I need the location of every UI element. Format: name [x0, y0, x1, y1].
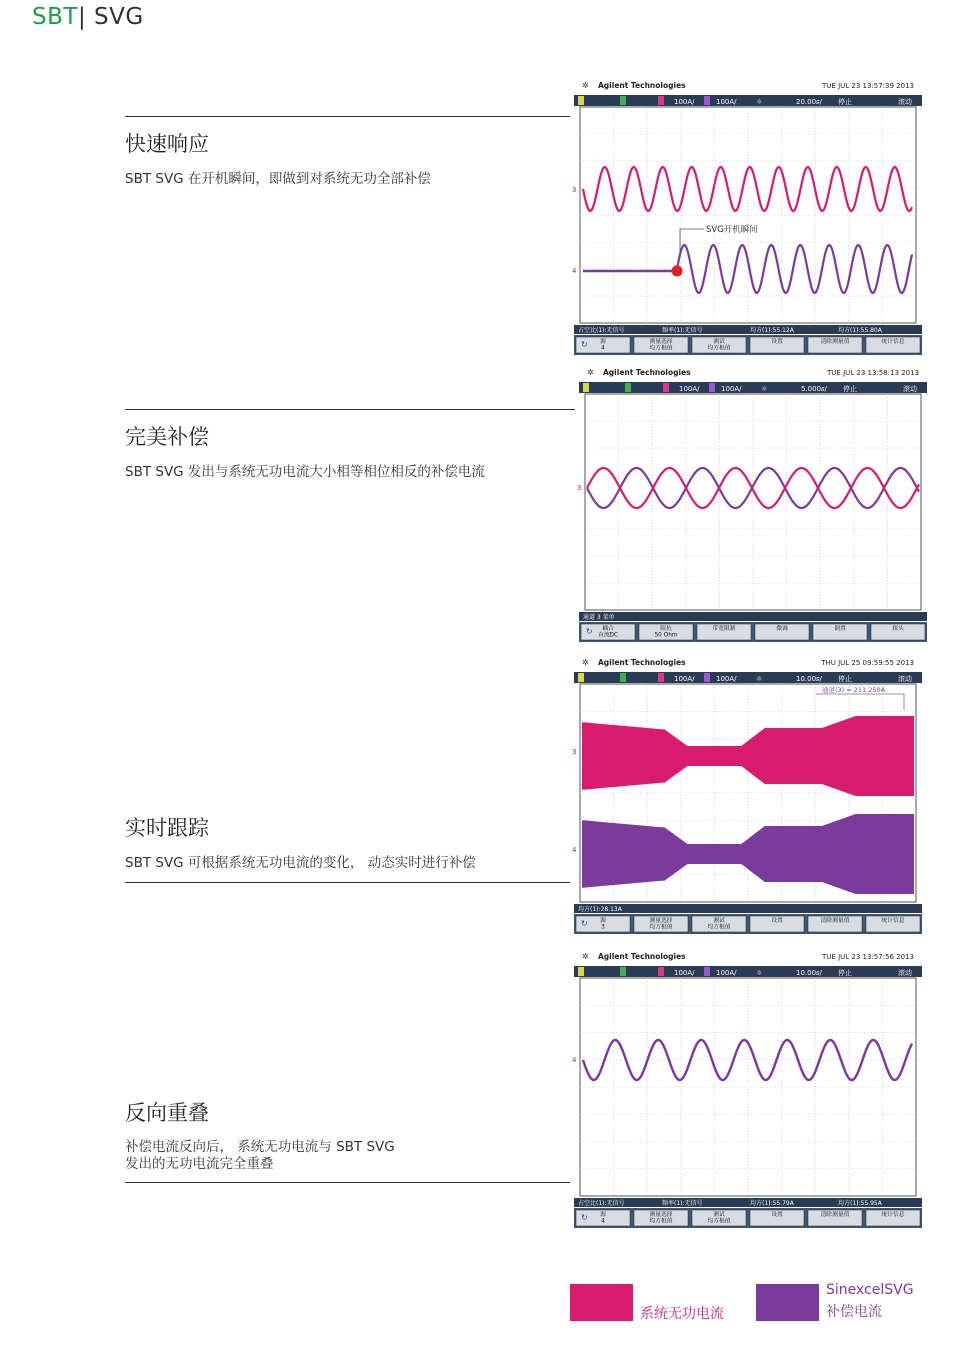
oscilloscope-screenshot-4 — [570, 946, 926, 1230]
channel-marker-1 — [583, 383, 589, 392]
softkey-label: 耦合 — [602, 626, 614, 632]
channel-marker-1 — [578, 967, 584, 976]
section-title: 完美补偿 — [125, 425, 209, 449]
softkey-label: 50 Ohm — [654, 632, 678, 639]
sun-icon: ☼ — [756, 675, 763, 683]
section-title: 实时跟踪 — [125, 816, 209, 840]
rotate-icon: ↻ — [581, 340, 588, 349]
channel-marker-4 — [709, 383, 715, 392]
softkey-label: 清除测量值 — [820, 339, 850, 345]
softkey-label: 设置 — [771, 1212, 783, 1218]
ch-scale-3: 100A/ — [674, 969, 695, 977]
section-fast-response — [125, 128, 585, 188]
softkey-label: 清除测量值 — [820, 918, 850, 924]
channel-marker-3 — [658, 96, 664, 105]
ch-scale-3: 100A/ — [674, 98, 695, 106]
softkey-label: 微调 — [776, 626, 788, 632]
brand-text: SBT — [32, 4, 78, 30]
timebase: 20.00𝑠/ — [796, 98, 822, 106]
scope-brand: Agilent Technologies — [598, 952, 686, 961]
softkey-label: 探头 — [892, 626, 904, 632]
channel-marker-4 — [704, 96, 710, 105]
sun-icon: ☼ — [756, 969, 763, 977]
channel-marker-2 — [620, 96, 626, 105]
section-desc — [125, 1139, 585, 1173]
softkey-label: 倒置 — [834, 626, 846, 632]
softkey-label: 统计信息 — [881, 339, 905, 345]
scope-date: TUE JUL 23 13:57:39 2013 — [822, 82, 914, 90]
measurement-readout: 频率(1):无信号 — [662, 327, 703, 334]
channel-marker-4 — [704, 673, 710, 682]
run-state: 停止 — [843, 385, 857, 393]
acq-mode: 滚动 — [898, 675, 912, 683]
channel-marker-3 — [658, 967, 664, 976]
softkey-label: 带宽限制 — [712, 626, 736, 632]
scope-brand: Agilent Technologies — [598, 658, 686, 667]
softkey-label: 3 — [601, 924, 605, 931]
ch4-marker: 4 — [572, 1056, 577, 1064]
measurement-readout: 占空比(1):无信号 — [578, 327, 625, 334]
channel-marker-2 — [620, 967, 626, 976]
legend-label-pink: 系统无功电流 — [640, 1306, 724, 1322]
rotate-icon: ↻ — [586, 627, 593, 636]
scope-date: TUE JUL 23 13:58:13 2013 — [827, 369, 919, 377]
softkey-label: 测量选择 — [649, 918, 673, 924]
ch-scale-4: 100A/ — [716, 675, 737, 683]
sun-icon: ☼ — [756, 98, 763, 106]
softkey-label: 源 — [600, 339, 606, 345]
product-text: SVG — [94, 4, 144, 30]
timebase: 10.00𝑠/ — [796, 969, 822, 977]
rotate-icon: ↻ — [581, 919, 588, 928]
section-reverse-overlap — [125, 1097, 585, 1173]
measurement-readout: 均方(1):55.79A — [750, 1200, 794, 1207]
section-desc: SBT SVG 在开机瞬间，即做到对系统无功全部补偿 — [125, 171, 431, 187]
measurement-readout: 占空比(1):无信号 — [578, 1200, 625, 1207]
softkey-label: 测试 — [713, 339, 725, 345]
legend-label-purple-line1: SinexcelSVG — [826, 1282, 914, 1298]
measurement-bar — [574, 904, 922, 913]
ch3-marker: 3 — [572, 748, 577, 756]
desc-line-1: 补偿电流反向后， 系统无功电流与 SBT SVG — [125, 1139, 395, 1155]
legend-swatch-purple — [756, 1284, 819, 1321]
acq-mode: 滚动 — [903, 385, 917, 393]
ch-scale-4: 100A/ — [716, 98, 737, 106]
rotate-icon: ↻ — [581, 1213, 588, 1222]
measurement-readout: 均方(1):28.13A — [578, 906, 622, 913]
section-rule-bottom-3 — [125, 882, 586, 883]
softkey-label: 源 — [600, 1212, 606, 1218]
ch4-marker: 4 — [572, 846, 577, 854]
timebase: 10.00𝑠/ — [796, 675, 822, 683]
softkey-label: 均方根值 — [707, 1218, 731, 1225]
scope-date: THU JUL 25 09:59:55 2013 — [821, 659, 914, 667]
header-divider: | — [77, 4, 87, 30]
softkey-label: 清除测量值 — [820, 1212, 850, 1218]
softkey-label: 统计信息 — [881, 1212, 905, 1218]
timebase: 5.000𝑠/ — [801, 385, 827, 393]
channel-marker-3 — [658, 673, 664, 682]
scope-brand: Agilent Technologies — [598, 81, 686, 90]
ch-scale-4: 100A/ — [721, 385, 742, 393]
section-desc: SBT SVG 发出与系统无功电流大小相等相位相反的补偿电流 — [125, 464, 485, 480]
measurement-readout: 均方(1):55.12A — [750, 327, 794, 334]
channel-marker-2 — [620, 673, 626, 682]
menu-title: 通道 3 菜单 — [583, 614, 615, 621]
ch4-marker: 4 — [572, 267, 577, 275]
ch-scale-3: 100A/ — [674, 675, 695, 683]
desc-line-2: 发出的无功电流完全重叠 — [125, 1156, 274, 1172]
cursor-readout: 通道(3) = 211.250A — [822, 686, 886, 694]
run-state: 停止 — [838, 98, 852, 106]
legend-label-purple — [826, 1279, 914, 1323]
softkey-label: 均方根值 — [649, 345, 673, 352]
agilent-logo-icon: ✲ — [582, 952, 589, 961]
oscilloscope-screenshot-1 — [570, 75, 926, 357]
scope-date: TUE JUL 23 13:57:56 2013 — [822, 953, 914, 961]
legend-swatch-pink — [570, 1284, 633, 1321]
scope-brand: Agilent Technologies — [603, 368, 691, 377]
softkey-label: 均方根值 — [707, 345, 731, 352]
acq-mode: 滚动 — [898, 98, 912, 106]
channel-marker-4 — [704, 967, 710, 976]
softkey-label: 源 — [600, 918, 606, 924]
oscilloscope-screenshot-3 — [570, 652, 926, 936]
agilent-logo-icon: ✲ — [582, 658, 589, 667]
ch3-marker: 3 — [577, 484, 582, 492]
switch-on-point-icon — [672, 266, 683, 277]
softkey-label: 测试 — [713, 1212, 725, 1218]
section-realtime-tracking — [125, 812, 585, 872]
section-rule-top-2 — [125, 409, 586, 410]
measurement-readout: 均方(1):55.95A — [838, 1200, 882, 1207]
softkey-label: 4 — [601, 1218, 605, 1225]
ch-scale-3: 100A/ — [679, 385, 700, 393]
page-header — [32, 4, 144, 30]
softkey-label: 均方根值 — [649, 924, 673, 931]
scope-status-bar — [579, 382, 927, 393]
softkey-label: 统计信息 — [881, 918, 905, 924]
softkey-label: 设置 — [771, 339, 783, 345]
ch3-marker: 3 — [572, 186, 577, 194]
softkey-label: 测试 — [713, 918, 725, 924]
legend-label-purple-line2: 补偿电流 — [826, 1304, 882, 1320]
softkey-label: 测量选择 — [649, 1212, 673, 1218]
scope-status-bar — [574, 672, 922, 683]
ch-scale-4: 100A/ — [716, 969, 737, 977]
softkey-label: 测量选择 — [649, 339, 673, 345]
measurement-readout: 频率(1):无信号 — [662, 1200, 703, 1207]
section-desc: SBT SVG 可根据系统无功电流的变化， 动态实时进行补偿 — [125, 855, 476, 871]
channel-marker-1 — [578, 96, 584, 105]
agilent-logo-icon: ✲ — [587, 368, 594, 377]
run-state: 停止 — [838, 675, 852, 683]
agilent-logo-icon: ✲ — [582, 81, 589, 90]
section-rule-bottom-4 — [125, 1182, 586, 1183]
oscilloscope-screenshot-2 — [575, 362, 931, 644]
softkey-label: 4 — [601, 345, 605, 352]
scope-status-bar — [574, 966, 922, 977]
menu-title-bar — [579, 612, 927, 621]
softkey-label: 直流DC — [597, 632, 619, 639]
acq-mode: 滚动 — [898, 969, 912, 977]
softkey-label: 均方根值 — [707, 924, 731, 931]
channel-marker-2 — [625, 383, 631, 392]
measurement-readout: 均方(1):55.80A — [838, 327, 882, 334]
softkey-label: 阻抗 — [660, 626, 672, 632]
section-rule-top-1 — [125, 116, 586, 117]
softkey-label: 设置 — [771, 918, 783, 924]
section-title: 反向重叠 — [125, 1101, 209, 1125]
channel-marker-1 — [578, 673, 584, 682]
channel-marker-3 — [663, 383, 669, 392]
run-state: 停止 — [838, 969, 852, 977]
scope-status-bar — [574, 95, 922, 106]
section-perfect-compensation — [125, 421, 585, 481]
section-title: 快速响应 — [125, 132, 209, 156]
softkey-label: 均方根值 — [649, 1218, 673, 1225]
annotation-label: SVG开机瞬间 — [706, 225, 758, 235]
sun-icon: ☼ — [761, 385, 768, 393]
